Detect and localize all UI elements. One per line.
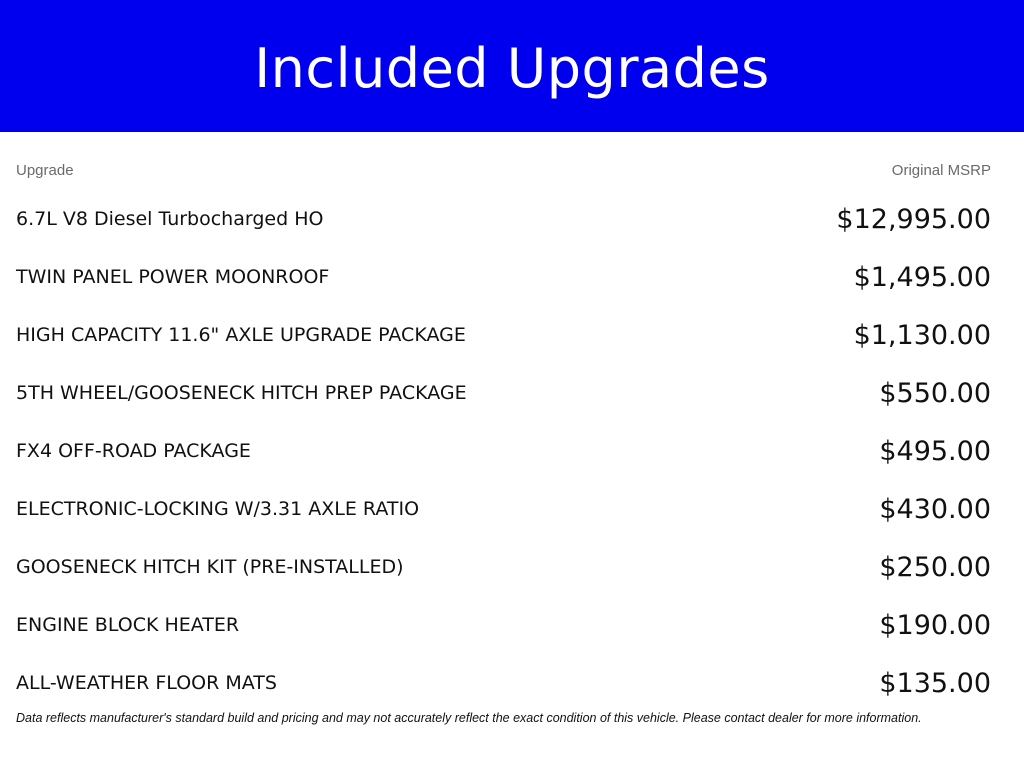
upgrade-price: $495.00 [879, 435, 991, 467]
table-row [16, 422, 991, 480]
upgrade-name: GOOSENECK HITCH KIT (PRE-INSTALLED) [16, 556, 404, 578]
table-header [16, 150, 991, 190]
upgrade-price: $1,130.00 [853, 319, 991, 351]
upgrade-price: $135.00 [879, 667, 991, 699]
table-row [16, 306, 991, 364]
upgrade-name: HIGH CAPACITY 11.6" AXLE UPGRADE PACKAGE [16, 324, 466, 346]
upgrade-name: FX4 OFF-ROAD PACKAGE [16, 440, 251, 462]
table-row [16, 480, 991, 538]
upgrade-price: $12,995.00 [836, 203, 991, 235]
upgrade-name: ENGINE BLOCK HEATER [16, 614, 240, 636]
upgrade-name: ALL-WEATHER FLOOR MATS [16, 672, 277, 694]
page-title: Included Upgrades [254, 36, 770, 100]
title-banner [0, 0, 1024, 132]
upgrade-name: 5TH WHEEL/GOOSENECK HITCH PREP PACKAGE [16, 382, 467, 404]
table-row [16, 596, 991, 654]
disclaimer-text: Data reflects manufacturer's standard build and pricing and may not accurately reflect the exact condition of this vehicle. Please contact dealer for more information. [16, 711, 922, 725]
upgrade-name: 6.7L V8 Diesel Turbocharged HO [16, 208, 324, 230]
table-row [16, 190, 991, 248]
upgrade-price: $430.00 [879, 493, 991, 525]
upgrade-price: $190.00 [879, 609, 991, 641]
upgrade-price: $1,495.00 [853, 261, 991, 293]
upgrade-price: $250.00 [879, 551, 991, 583]
column-header-msrp: Original MSRP [891, 161, 991, 179]
table-row [16, 538, 991, 596]
table-row [16, 364, 991, 422]
upgrade-price: $550.00 [879, 377, 991, 409]
upgrades-table [16, 150, 991, 712]
upgrade-name: TWIN PANEL POWER MOONROOF [16, 266, 330, 288]
table-row [16, 654, 991, 712]
table-row [16, 248, 991, 306]
upgrade-name: ELECTRONIC-LOCKING W/3.31 AXLE RATIO [16, 498, 420, 520]
column-header-upgrade: Upgrade [16, 161, 74, 179]
